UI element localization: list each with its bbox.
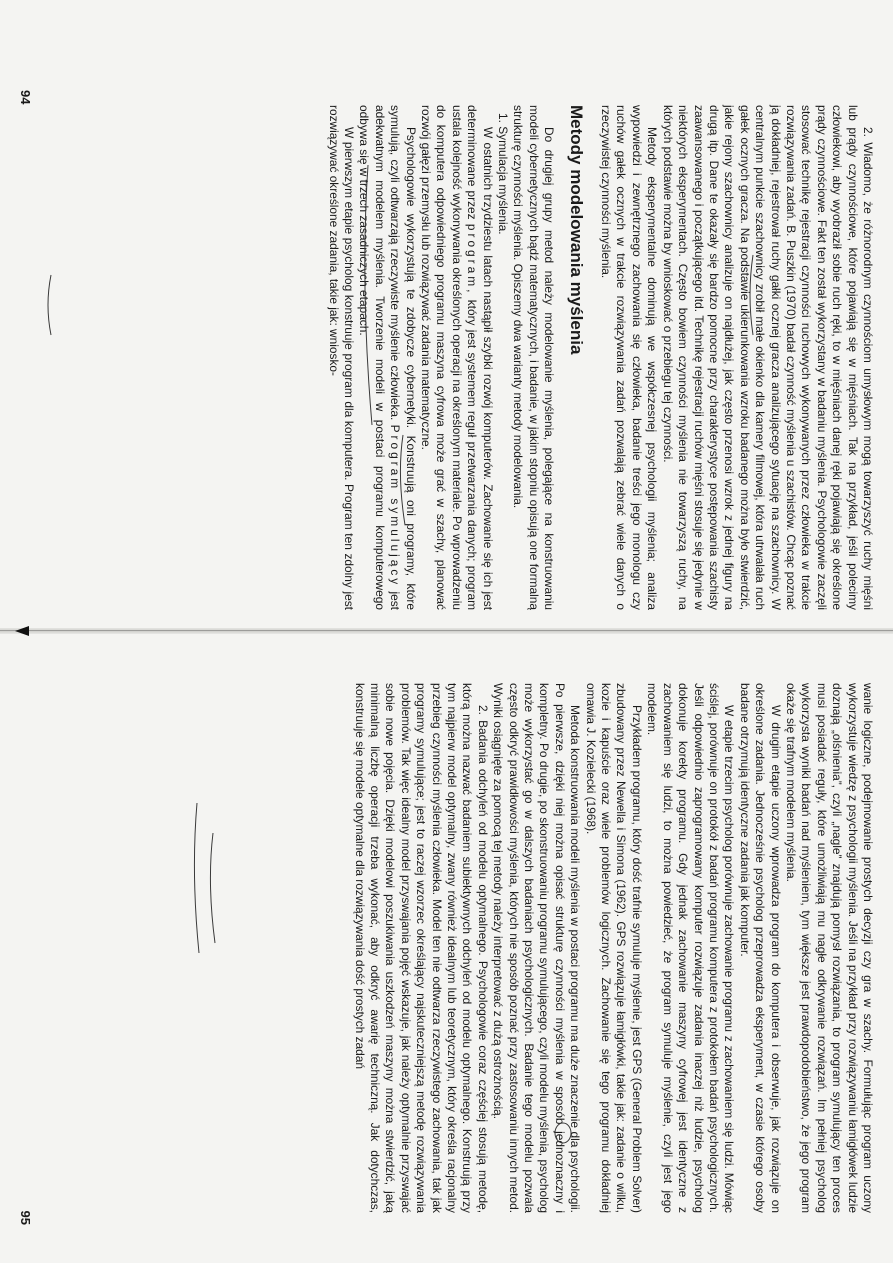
paragraph	[418, 105, 495, 610]
page-95	[0, 633, 893, 1263]
paragraph	[356, 105, 418, 610]
spaced-term: Program symulujący	[388, 424, 403, 588]
paragraph: Metody eksperymentalne dominują we współczesnej psychologii myślenia; analiza wypowiedzi i zewnętrznego zachowania się człowieka, badanie treści jego monologu czy ruchów gałek ocznych w trakcie rozwiązywania zadań pozwalają zebrać wiele danych o rzeczywistej czynności myślenia.	[599, 105, 660, 610]
paragraph: wanie logiczne, podejmowanie prostych decyzji czy gra w szachy. Formułując program uczony wykorzystuje wiedzę z psychologii myślenia. Jeśli na przykład przy rozwiązywaniu łamigłówek ludzie doznają „olśnienia”, czyli „nagle” znajdują pomysł rozwiązania, to program symulujący ten proces musi posiadać reguły, które umożliwiają mu nagłe odkrywanie rozwiązań. Im pełniej psycholog wykorzysta wyniki badań nad myśleniem, tym większe jest prawdopodobieństwo, że jego program okaże się trafnym modelem myślenia.	[783, 683, 875, 1213]
spaced-term: program,	[465, 223, 480, 296]
paragraph: Metoda konstruowania modeli myślenia w postaci programu ma duże znaczenie dla psychologii. Po pierwsze, dzięki niej można opisać strukturę czynności myślenia w sposób jednoznaczny i kompletny. Po drugie, po skonstruowaniu programu symulującego, czyli modelu myślenia, psycholog może wykorzystać go w dalszych badaniach psychologicznych. Badanie tego modelu pozwala często odkryć prawidłowości myślenia, których nie sposób poznać przy zastosowaniu innych metod. Wyniki osiągnięte za pomocą tej metody należy interpretować z dużą ostrożnością.	[491, 683, 583, 1213]
section-heading: Metody modelowania myślenia	[566, 105, 586, 355]
page-number: 95	[18, 1210, 33, 1225]
subsection-label: 1. Symulacja myślenia.	[496, 113, 511, 235]
paragraph: W pierwszym etapie psycholog konstruuje program dla komputera. Program ten zdolny jest rozwiązywać określone zadania, takie jak: wniosko-	[326, 105, 356, 610]
paragraph-text: W ostatnich trzydziestu latach nastąpił szybki rozwój komputerów. Zachowanie się ich jest determinowane przez	[465, 105, 495, 610]
page-95-text	[351, 683, 875, 1213]
paragraph: W etapie trzecim psycholog porównuje zachowanie programu z zachowaniem się ludzi. Mówiąc ściślej, porównuje on protokół z badań programu komputera z protokołem badań psychologicznych. Jeśli odpowiednio zaprogramowany komputer rozwiązuje zadania inaczej niż ludzie, psycholog dokonuje korekty programu. Gdy jednak zachowanie maszyny cyfrowej jest identyczne z zachowaniem się ludzi, to można powiedzieć, że program symuluje myślenie, czyli jest jego modelem.	[645, 683, 737, 1213]
paragraph: Przykładem programu, który dość trafnie symuluje myślenie, jest GPS (General Problem Solver) zbudowany przez Newella i Simona (1962). GPS rozwiązuje łamigłówki, takie jak: zadanie o wilku, kozie i kapuście oraz wiele problemów logicznych. Zachowanie się tego programu dokładniej omawia J. Kozielecki (1968).	[583, 683, 644, 1213]
page-number: 94	[18, 90, 33, 105]
paragraph-text: jest adekwatnym modelem myślenia. Tworzenie modeli w postaci programu komputerowego odbywa się w trzech zasadniczych etapach.	[357, 105, 403, 610]
paragraph: Do drugiej grupy metod należy modelowanie myślenia, polegające na konstruowaniu modeli cybernetycznych bądź matematycznych, i badanie, w jakim stopniu opisują one formalną strukturę czynności myślenia. Opiszemy dwa warianty metody modelowania.	[511, 105, 557, 610]
paragraph: W drugim etapie uczony wprowadza program do komputera i obserwuje, jak rozwiązuje on określone zadania. Jednocześnie psycholog przeprowadza eksperyment, w czasie którego osoby badane otrzymują identyczne zadania jak komputer.	[737, 683, 783, 1213]
paragraph: 2. Badania odchyleń od modelu optymalnego. Psychologowie coraz częściej stosują metodę, którą można nazwać badaniem subiektywnych odchyleń od modelu optymalnego. Konstruują przy tym najpierw model optymalny, zwany również idealnym lub teoretycznym, który określa racjonalny przebieg czynności myślenia człowieka. Model ten nie odtwarza rzeczywistego zachowania, tak jak programy symulujące; jest to raczej wzorzec określający najskuteczniejszą metodę rozwiązywania problemów. Tak więc idealny model przyswajania pojęć wskazuje, jak należy optymalnie przyswajać sobie nowe pojęcia. Dzięki modelowi poszukiwania uszkodzeń maszyny można stwierdzić, jaką minimalną liczbę operacji trzeba wykonać, aby odkryć awarię techniczną. Jak dotychczas, konstruuje się modele optymalne dla rozwiązywania dość prostych zadań	[352, 683, 490, 1213]
page-94	[0, 0, 893, 630]
paragraph-text: Psychologowie wykorzystują te zdobycze cybernetyki. Konstruują oni programy, które symulują, czyli odtwarzają rzeczywiste myślenie człowieka.	[388, 105, 418, 610]
paragraph-text: który jest systemem reguł przetwarzania danych; program ustala kolejność wykonywania określonych operacji na określonym materiale. Po wprowadzeniu do komputera odpowiedniego programu maszyna cyfrowa może grać w szachy, planować rozwój gałęzi przemysłu lub rozwiązywać zadania matematyczne.	[419, 105, 480, 610]
paragraph: 2. Wiadomo, że różnorodnym czynnościom umysłowym mogą towarzyszyć ruchy mięśni lub prądy czynnościowe, które pojawiają się w mięśniach. Tak na przykład, jeśli polecimy człowiekowi, aby wyobraził sobie ruch ręki, to w mięśniach danej ręki pojawiają się określone prądy czynnościowe. Fakt ten został wykorzystany w badaniu myślenia. Psychologowie zaczęli stosować technikę rejestracji czynności ruchowych wykonywanych przez człowieka w trakcie rozwiązywania zadań. B. Puszkin (1970) badał czynność myślenia u szachistów. Chcąc poznać ją dokładniej, rejestrował ruchy gałki ocznej gracza analizującego sytuację na szachownicy. W centralnym punkcie szachownicy zrobił małe okienko dla kamery filmowej, która utrwalała ruch gałek ocznych gracza. Na podstawie ukierunkowania wzroku badanego można było stwierdzić, jakie rejony szachownicy analizuje on najdłużej, jak często przenosi wzrok z jednej figury na drugą itp. Dane te okazały się bardzo pomocne przy charakterystyce postępowania szachisty zaawansowanego i początkującego itd. Technikę rejestracji ruchów mięśni stosuje się jedynie w niektórych eksperymentach. Często bowiem czynności myślenia nie towarzyszą ruchy, na których podstawie można by wnioskować o przebiegu tej czynności.	[660, 105, 875, 610]
fold-line	[0, 630, 893, 631]
page-94-text	[325, 105, 875, 610]
